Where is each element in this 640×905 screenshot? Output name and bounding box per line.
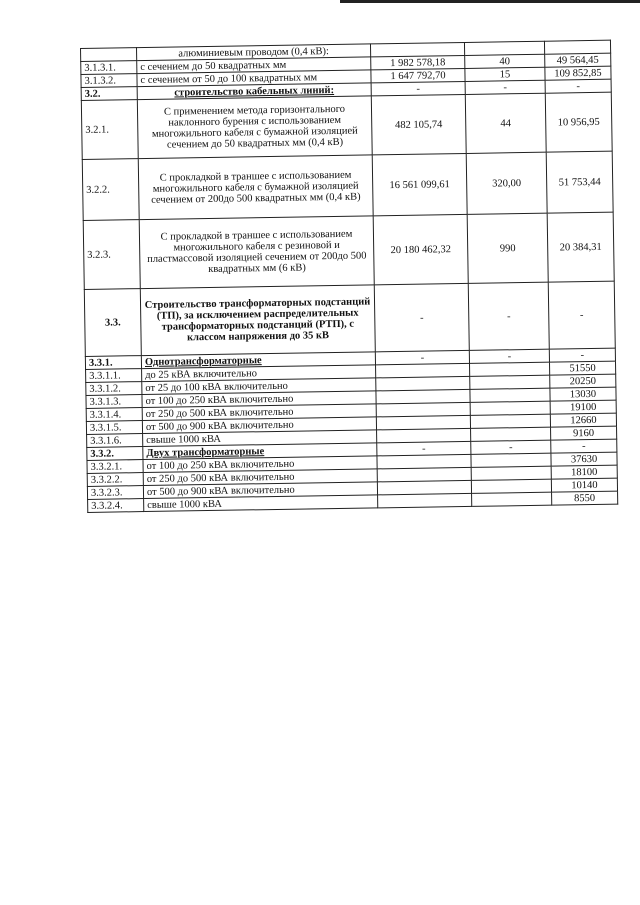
row-description: С прокладкой в траншее с использованием многожильного кабеля с резиновой и пластмассовой изоляцией сечением от 200до 500 квадратных мм (6 кВ) [139, 216, 374, 289]
row-amount: 16 561 099,61 [372, 153, 467, 215]
row-description: С прокладкой в траншее с использованием многожильного кабеля с бумажной изоляцией сечением от 200до 500 квадратных мм (0,4 кВ) [138, 155, 373, 220]
row-code: 3.3.2.1. [87, 460, 143, 474]
row-rate: 9160 [551, 426, 617, 440]
row-code: 3.3.1.2. [86, 382, 142, 396]
row-rate: 51 753,44 [546, 151, 613, 213]
row-quantity [471, 479, 551, 493]
table-row [84, 281, 615, 356]
row-rate: 8550 [552, 491, 618, 505]
row-rate: 18100 [551, 465, 617, 479]
row-code: 3.3.1. [85, 356, 141, 370]
row-quantity [470, 388, 550, 402]
row-description-text: Двух трансформаторные [146, 445, 265, 459]
row-description: алюминиевым проводом (0,4 кВ): [137, 44, 371, 61]
row-rate: - [551, 439, 617, 453]
row-description: С применением метода горизонтального наклонного бурения с использованием многожильного кабеля с бумажной изоляцией сечением до 50 квадратных мм (0,4 кВ) [137, 96, 372, 159]
row-rate: - [549, 348, 615, 362]
row-quantity: - [468, 282, 549, 350]
row-rate: 10140 [551, 478, 617, 492]
row-rate: 51550 [549, 361, 615, 375]
row-rate: 37630 [551, 452, 617, 466]
row-amount: 20 180 462,32 [373, 214, 468, 284]
row-quantity [471, 466, 551, 480]
row-rate: 20 384,31 [547, 212, 614, 282]
row-description: свыше 1000 кВА [144, 495, 378, 512]
row-quantity [470, 375, 550, 389]
row-code: 3.3.1.5. [86, 421, 142, 435]
row-rate [544, 40, 610, 54]
row-quantity: 44 [465, 93, 546, 153]
row-quantity [470, 362, 550, 376]
row-rate: 10 956,95 [545, 92, 612, 152]
row-quantity: 15 [465, 67, 545, 81]
row-description-text: строительство кабельных линий: [174, 84, 335, 99]
row-code: 3.3.2.3. [87, 486, 143, 500]
row-quantity: 40 [465, 54, 545, 68]
row-quantity [464, 41, 544, 55]
row-code: 3.2.2. [82, 159, 139, 221]
row-quantity [470, 414, 550, 428]
row-rate: - [548, 281, 615, 349]
row-rate: 19100 [550, 400, 616, 414]
row-rate: 20250 [550, 374, 616, 388]
row-quantity [472, 492, 552, 506]
row-amount: 482 105,74 [371, 94, 466, 154]
row-quantity: 320,00 [466, 152, 547, 214]
row-quantity [471, 427, 551, 441]
row-amount [378, 493, 472, 507]
row-description: от 100 до 250 кВА включительно [142, 391, 376, 408]
table-row [83, 212, 614, 289]
row-amount: 1 647 792,70 [371, 68, 465, 82]
row-code: 3.2.1. [81, 100, 138, 160]
row-rate: 49 564,45 [545, 53, 611, 67]
row-amount: - [375, 350, 469, 364]
row-code: 3.3.2. [87, 447, 143, 461]
row-amount: - [377, 441, 471, 455]
row-code: 3.3.1.1. [86, 369, 142, 383]
row-rate: 13030 [550, 387, 616, 401]
row-description: от 25 до 100 кВА включительно [142, 378, 376, 395]
row-rate: 12660 [550, 413, 616, 427]
scan-edge-line [340, 0, 640, 3]
row-description: от 500 до 900 кВА включительно [143, 482, 377, 499]
row-quantity: - [465, 80, 545, 94]
row-amount: 1 982 578,18 [371, 55, 465, 69]
row-code: 3.1.3.2. [81, 74, 137, 88]
row-code: 3.3.1.6. [87, 434, 143, 448]
row-quantity [471, 453, 551, 467]
row-description-text: Однотрансформаторные [144, 354, 262, 368]
row-quantity [470, 401, 550, 415]
row-description: с сечением до 50 квадратных мм [137, 57, 371, 74]
row-code: 3.1.3.1. [81, 61, 137, 75]
row-description: Строительство трансформаторных подстанций (ТП), за исключением распределительных трансформаторных подстанций (РТП), с классом напряжения до 35 кВ [140, 285, 375, 356]
table-row [82, 151, 613, 220]
row-description: с сечением от 50 до 100 квадратных мм [137, 70, 371, 87]
row-description: от 250 до 500 кВА включительно [143, 469, 377, 486]
tariff-table [80, 40, 618, 513]
row-description: от 250 до 500 кВА включительно [142, 404, 376, 421]
row-code: 3.3.1.4. [86, 408, 142, 422]
row-description: от 100 до 250 кВА включительно [143, 456, 377, 473]
row-quantity: - [471, 440, 551, 454]
row-code: 3.3.2.4. [88, 499, 144, 513]
row-quantity: - [469, 349, 549, 363]
table-row [81, 92, 612, 159]
row-description: свыше 1000 кВА [143, 430, 377, 447]
row-amount: - [371, 81, 465, 95]
row-code [81, 48, 137, 62]
row-code: 3.2. [81, 87, 137, 101]
row-rate: 109 852,85 [545, 66, 611, 80]
row-code: 3.3. [84, 289, 141, 357]
row-amount: - [374, 283, 469, 351]
row-code: 3.3.1.3. [86, 395, 142, 409]
row-code: 3.3.2.2. [87, 473, 143, 487]
row-description: до 25 кВА включительно [142, 365, 376, 382]
row-description: от 500 до 900 кВА включительно [142, 417, 376, 434]
row-quantity: 990 [467, 213, 548, 283]
row-rate: - [545, 79, 611, 93]
row-code: 3.2.3. [83, 220, 140, 290]
